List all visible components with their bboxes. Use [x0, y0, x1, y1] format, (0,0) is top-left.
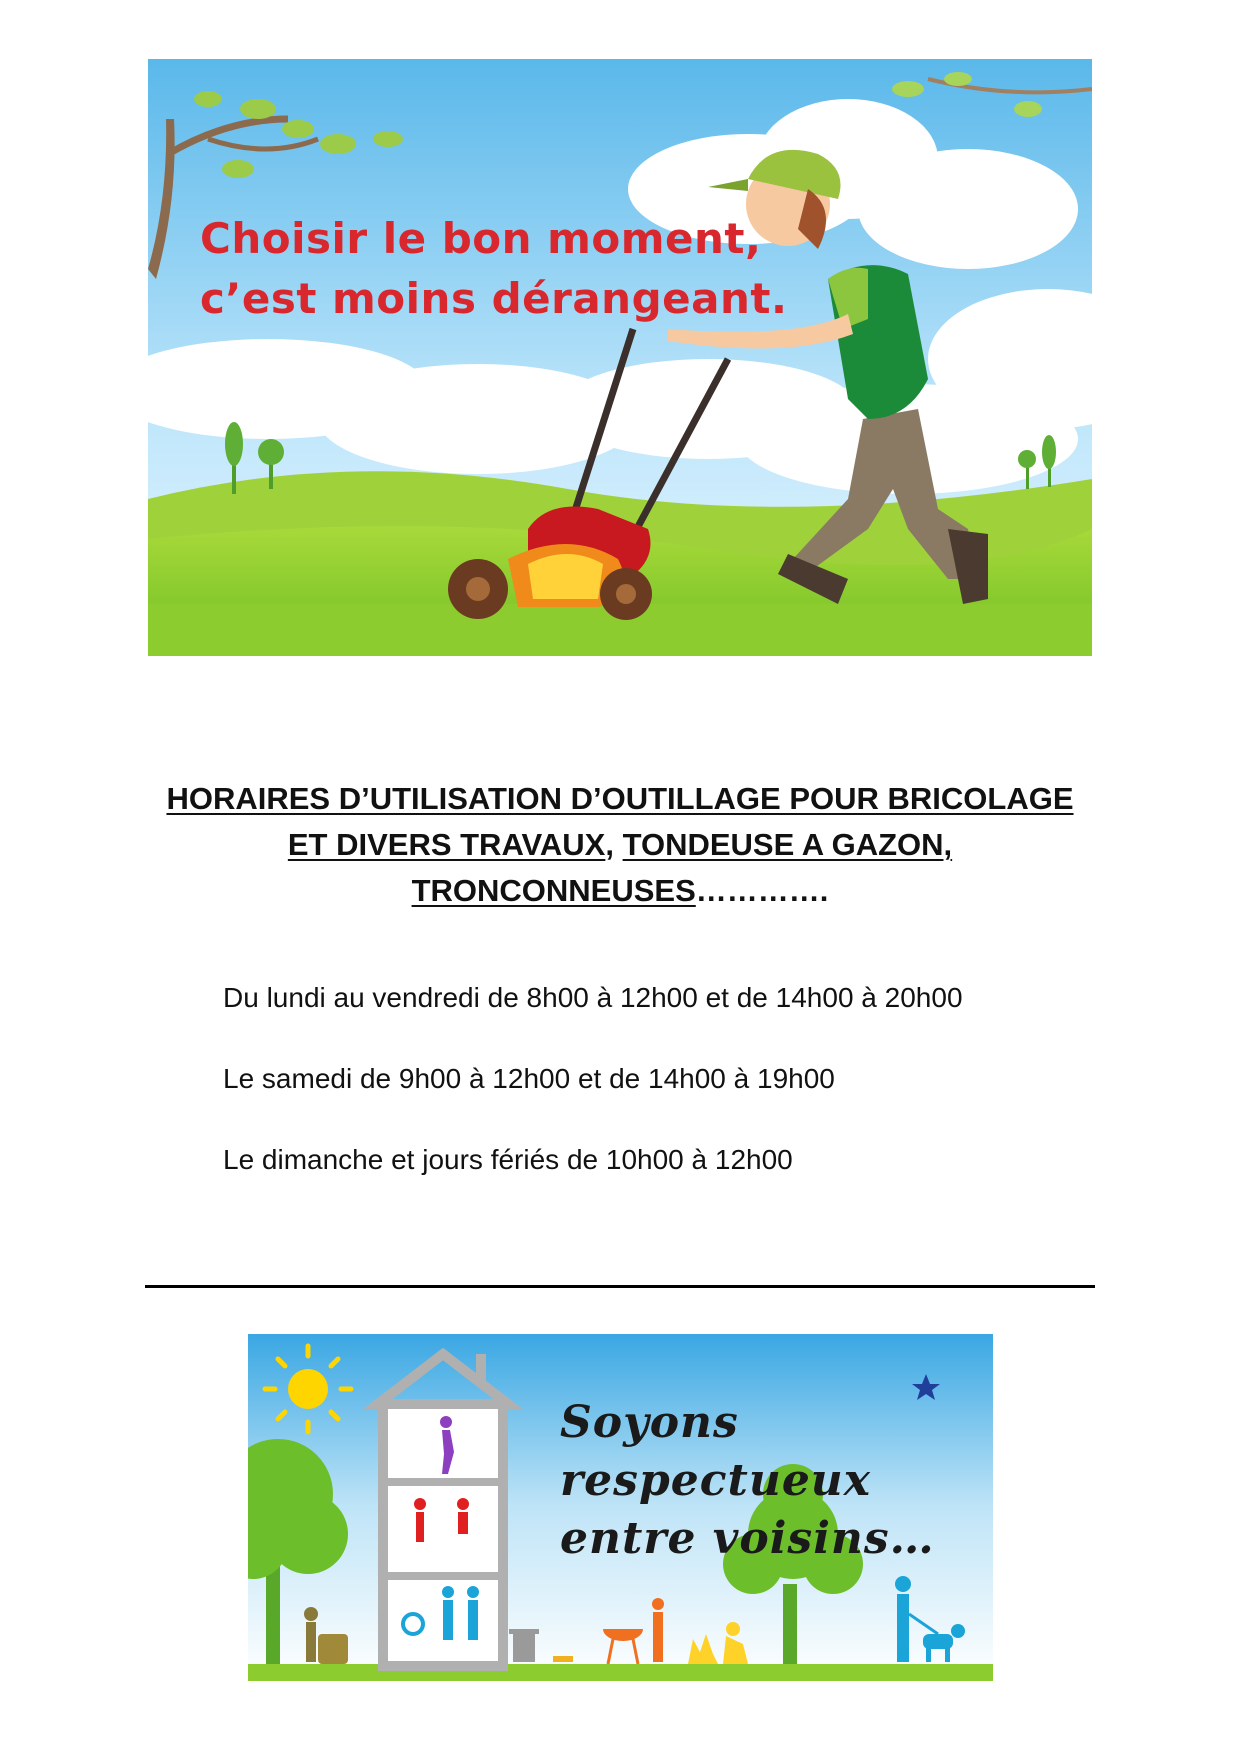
schedule-sunday-holidays: Le dimanche et jours fériés de 10h00 à 12h00 — [223, 1144, 793, 1175]
house-icon — [378, 1354, 508, 1666]
title-part-2: TONDEUSE A GAZON, — [622, 827, 953, 862]
divider — [145, 1285, 1095, 1288]
banner-line-1: Soyons — [560, 1397, 739, 1448]
banner-line-3: entre voisins… — [560, 1513, 935, 1564]
title-part-3: TRONCONNEUSES — [411, 873, 696, 908]
banner-text — [560, 1394, 935, 1568]
page-title — [150, 776, 1090, 914]
mowing-illustration — [148, 59, 1092, 656]
trash-can-icon — [509, 1629, 539, 1662]
title-part-1: HORAIRES D’UTILISATION D’OUTILLAGE POUR BRICOLAGE ET DIVERS TRAVAUX — [166, 781, 1074, 862]
slogan-line-2: c’est moins dérangeant. — [200, 274, 788, 323]
neighbors-banner — [248, 1334, 993, 1681]
slogan — [200, 209, 787, 329]
slogan-line-1: Choisir le bon moment, — [200, 214, 762, 263]
schedule-saturday: Le samedi de 9h00 à 12h00 et de 14h00 à 19h00 — [223, 1063, 835, 1094]
title-trailing-dots: …………. — [695, 873, 829, 908]
schedule-list — [223, 978, 963, 1221]
title-separator: , — [605, 827, 623, 862]
schedule-weekdays: Du lundi au vendredi de 8h00 à 12h00 et de 14h00 à 20h00 — [223, 982, 963, 1013]
banner-line-2: respectueux — [560, 1455, 872, 1506]
